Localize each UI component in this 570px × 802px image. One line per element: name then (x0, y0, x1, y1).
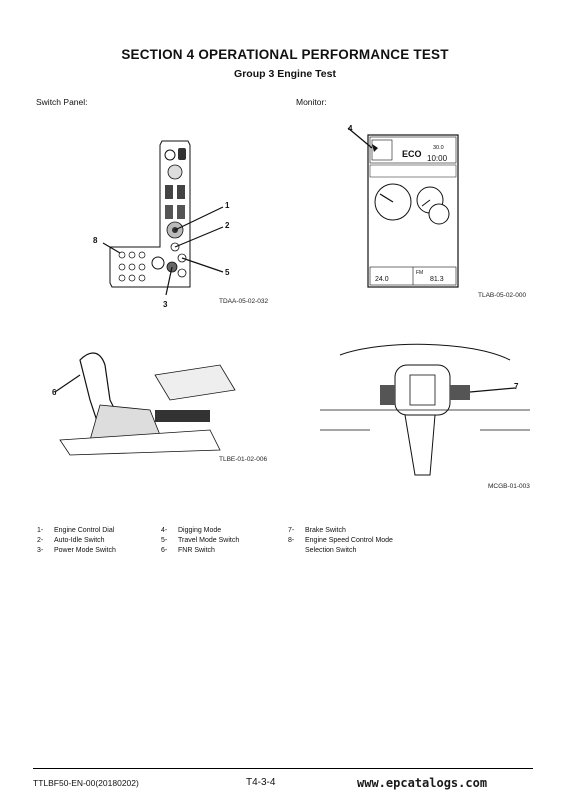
steering-column-illustration (320, 335, 530, 485)
footer-divider (33, 768, 533, 769)
legend-item: 2- Auto-Idle Switch (37, 537, 105, 544)
monitor-left-value: 24.0 (375, 276, 389, 283)
callout-1: 1 (225, 201, 230, 210)
steering-figure-code: MCGB-01-003 (488, 483, 530, 490)
group-subtitle: Group 3 Engine Test (234, 68, 336, 80)
callout-7: 7 (514, 382, 519, 391)
legend-column-3 (288, 526, 393, 556)
legend-item: 1- Engine Control Dial (37, 527, 115, 534)
legend-item: 8- Engine Speed Control Mode (288, 537, 393, 544)
callout-6: 6 (52, 388, 57, 397)
monitor-fm: FM (416, 270, 424, 276)
switch-panel-illustration (90, 135, 275, 315)
legend-item: 7- Brake Switch (288, 527, 346, 534)
legend-column-1 (37, 526, 116, 556)
section-title: SECTION 4 OPERATIONAL PERFORMANCE TEST (121, 47, 449, 62)
monitor-eco-text: ECO (402, 149, 422, 159)
monitor-time: 10:00 (427, 154, 448, 163)
legend-item: 6- FNR Switch (161, 547, 215, 554)
callout-8: 8 (93, 236, 98, 245)
callout-5: 5 (225, 268, 230, 277)
legend-item: 4- Digging Mode (161, 527, 222, 534)
legend-item: Selection Switch (305, 547, 357, 554)
monitor-right-value: 81.3 (430, 276, 444, 283)
monitor-temp-top: 30.0 (433, 145, 444, 151)
legend-item: 3- Power Mode Switch (37, 547, 116, 554)
switch-panel-figure-code: TDAA-05-02-032 (219, 298, 269, 305)
switch-panel-label: Switch Panel: (36, 97, 88, 107)
joystick-illustration (60, 340, 280, 460)
legend-item: 5- Travel Mode Switch (161, 537, 240, 544)
legend-column-2 (161, 526, 239, 556)
callout-4: 4 (348, 124, 353, 133)
website-watermark[interactable]: www.epcatalogs.com (357, 776, 488, 790)
callout-3: 3 (163, 300, 168, 309)
monitor-label: Monitor: (296, 97, 327, 107)
monitor-figure-code: TLAB-05-02-000 (478, 292, 527, 299)
joystick-figure-code: TLBE-01-02-006 (219, 456, 268, 463)
callout-2: 2 (225, 221, 230, 230)
page-number: T4-3-4 (246, 777, 276, 788)
document-id: TTLBF50-EN-00(20180202) (33, 778, 139, 788)
